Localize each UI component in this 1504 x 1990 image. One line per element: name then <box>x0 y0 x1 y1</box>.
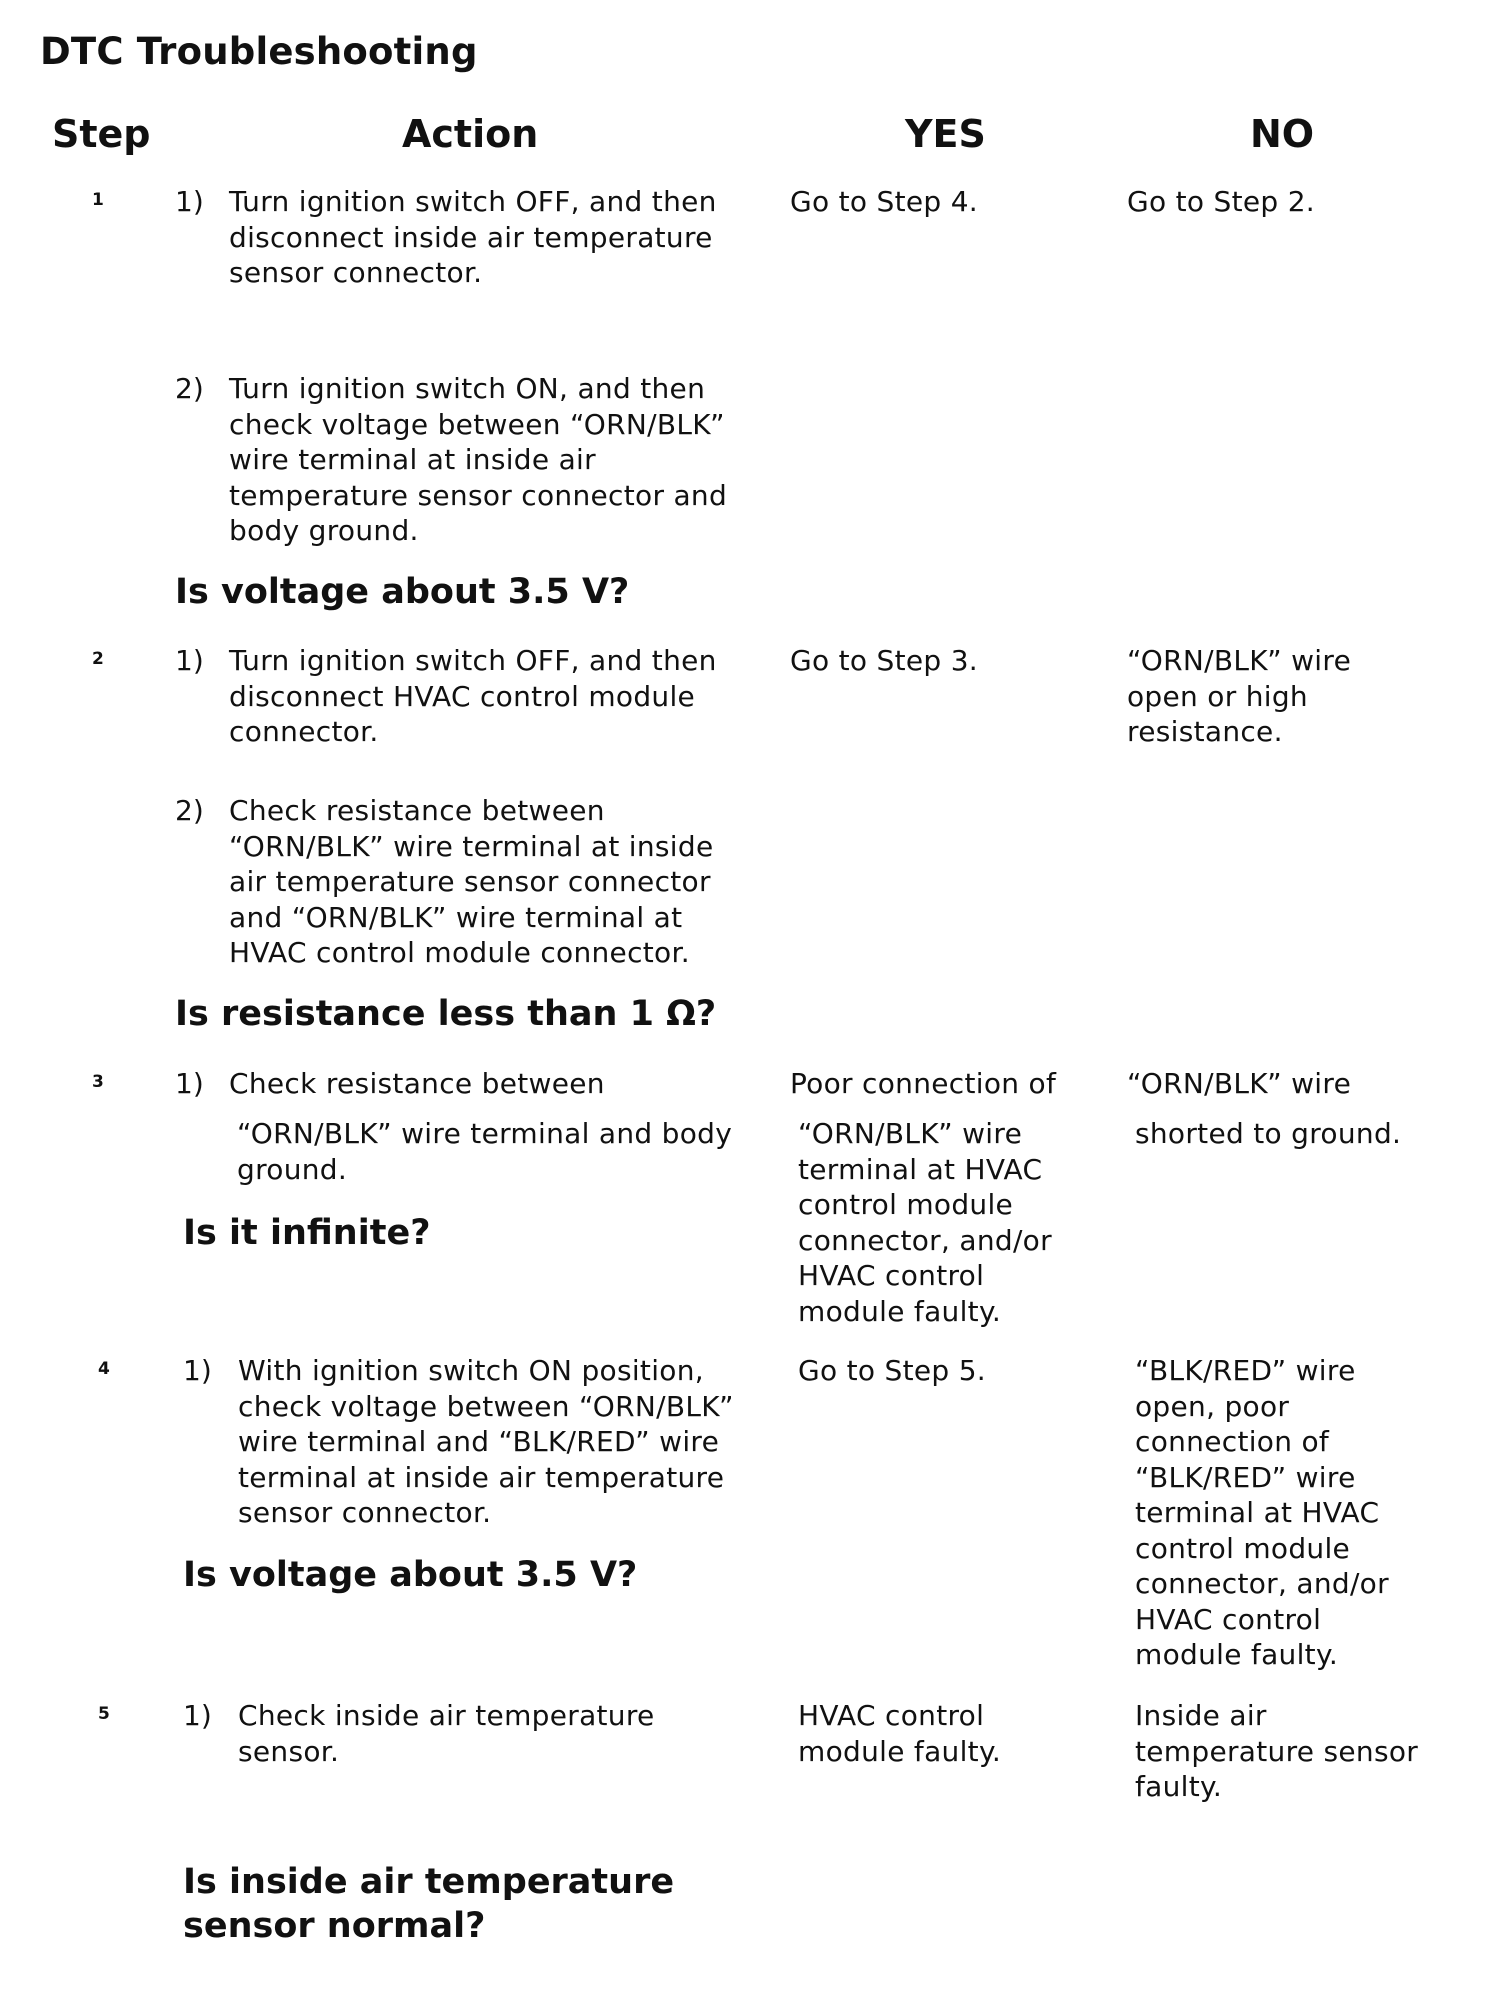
action-text: With ignition switch ON position, check voltage between “ORN/BLK” wire terminal and “BLK/RED” wire terminal at inside air temperature sensor connector. <box>238 1354 734 1529</box>
action-number: 2) <box>175 794 204 827</box>
header-yes: YES <box>905 112 986 156</box>
step-question: Is resistance less than 1 Ω? <box>175 994 717 1034</box>
no-result: “ORN/BLK” wire open or high resistance. <box>1127 644 1352 748</box>
no-result: “ORN/BLK” wire <box>1127 1067 1352 1100</box>
no-result: Go to Step 2. <box>1127 185 1316 218</box>
step-number: 1 <box>92 190 104 210</box>
step-question: Is voltage about 3.5 V? <box>175 572 630 612</box>
action-text: Check resistance between “ORN/BLK” wire terminal at inside air temperature sensor connector and “ORN/BLK” wire terminal at HVAC control module connector. <box>229 794 714 969</box>
header-no: NO <box>1250 112 1315 156</box>
header-action: Action <box>402 112 539 156</box>
no-result: shorted to ground. <box>1135 1117 1402 1150</box>
action-text: Turn ignition switch ON, and then check voltage between “ORN/BLK” wire terminal at inside air temperature sensor connector and body ground. <box>229 372 728 547</box>
action-text: Check resistance between <box>229 1067 605 1100</box>
action-number: 1) <box>175 644 204 677</box>
step-number: 4 <box>98 1359 110 1379</box>
yes-result: “ORN/BLK” wire terminal at HVAC control module connector, and/or HVAC control module faulty. <box>798 1117 1052 1328</box>
yes-result: Poor connection of <box>790 1067 1057 1100</box>
step-number: 2 <box>92 649 104 669</box>
action-number: 1) <box>183 1699 212 1732</box>
action-text: Turn ignition switch OFF, and then disconnect inside air temperature sensor connector. <box>229 185 717 289</box>
action-number: 1) <box>183 1354 212 1387</box>
yes-result: Go to Step 4. <box>790 185 979 218</box>
header-step: Step <box>52 112 151 156</box>
action-number: 1) <box>175 185 204 218</box>
no-result: “BLK/RED” wire open, poor connection of “BLK/RED” wire terminal at HVAC control module connector, and/or HVAC control module faulty. <box>1135 1354 1389 1671</box>
action-text: Turn ignition switch OFF, and then disconnect HVAC control module connector. <box>229 644 717 748</box>
step-question: Is voltage about 3.5 V? <box>183 1555 638 1595</box>
step-number: 5 <box>98 1704 110 1724</box>
step-question: Is it infinite? <box>183 1213 431 1253</box>
yes-result: Go to Step 5. <box>798 1354 987 1387</box>
action-text: “ORN/BLK” wire terminal and body ground. <box>237 1117 733 1186</box>
action-number: 2) <box>175 372 204 405</box>
no-result: Inside air temperature sensor faulty. <box>1135 1699 1419 1803</box>
yes-result: HVAC control module faulty. <box>798 1699 1002 1768</box>
step-question: Is inside air temperature sensor normal? <box>183 1862 675 1946</box>
yes-result: Go to Step 3. <box>790 644 979 677</box>
page-title: DTC Troubleshooting <box>40 30 478 73</box>
action-number: 1) <box>175 1067 204 1100</box>
step-number: 3 <box>92 1072 104 1092</box>
action-text: Check inside air temperature sensor. <box>238 1699 655 1768</box>
